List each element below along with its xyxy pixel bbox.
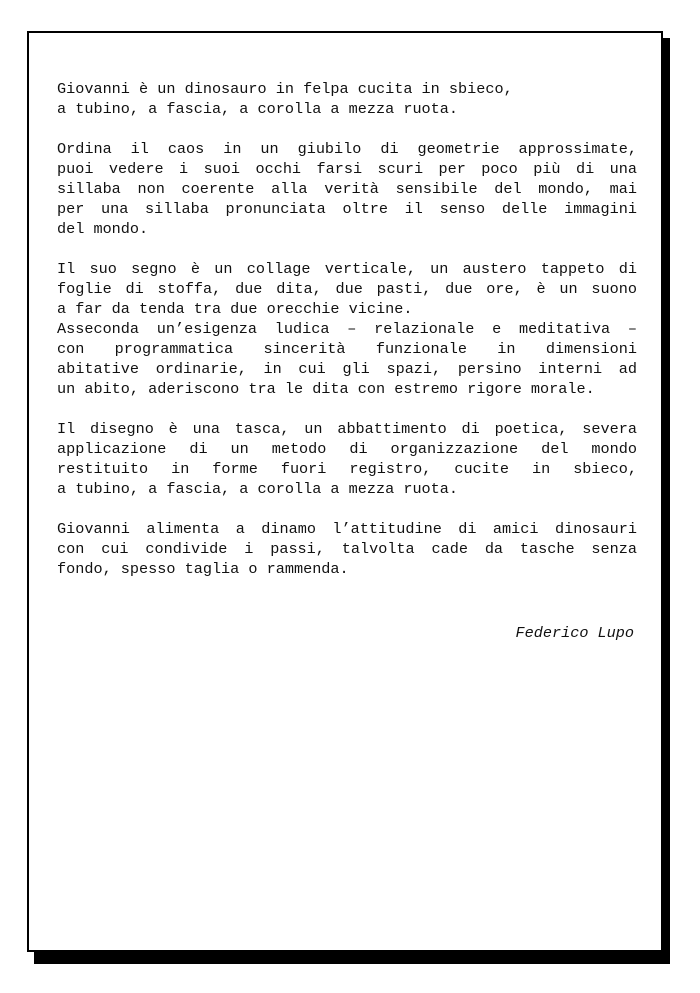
- text-line: Il suo segno è un collage verticale, un austero tappeto di: [57, 260, 637, 278]
- paragraph-1: [57, 79, 637, 119]
- text-line: puoi vedere i suoi occhi farsi scuri per poco più di una: [57, 160, 637, 178]
- document-body: [57, 79, 637, 599]
- text-line: a tubino, a fascia, a corolla a mezza ruota.: [57, 480, 459, 498]
- text-line: Giovanni è un dinosauro in felpa cucita in sbieco,: [57, 80, 513, 98]
- text-line: un abito, aderiscono tra le dita con estremo rigore morale.: [57, 380, 595, 398]
- text-line: del mondo.: [57, 220, 149, 238]
- text-line: con programmatica sincerità funzionale in dimensioni: [57, 340, 637, 358]
- document-page: [27, 31, 663, 952]
- text-line: applicazione di un metodo di organizzazione del mondo: [57, 440, 637, 458]
- paragraph-3: [57, 259, 637, 319]
- text-line: Il disegno è una tasca, un abbattimento di poetica, severa: [57, 420, 637, 438]
- text-line: con cui condivide i passi, talvolta cade da tasche senza: [57, 540, 637, 558]
- text-line: abitative ordinarie, in cui gli spazi, persino interni ad: [57, 360, 637, 378]
- paragraph-5: [57, 419, 637, 499]
- paragraph-2: [57, 139, 637, 239]
- text-line: foglie di stoffa, due dita, due pasti, due ore, è un suono: [57, 280, 637, 298]
- author-signature: Federico Lupo: [515, 624, 634, 642]
- text-line: Ordina il caos in un giubilo di geometrie approssimate,: [57, 140, 637, 158]
- text-line: sillaba non coerente alla verità sensibile del mondo, mai: [57, 180, 637, 198]
- paragraph-6: [57, 519, 637, 579]
- text-line: Giovanni alimenta a dinamo l’attitudine di amici dinosauri: [57, 520, 637, 538]
- text-line: restituito in forme fuori registro, cucite in sbieco,: [57, 460, 637, 478]
- text-line: per una sillaba pronunciata oltre il senso delle immagini: [57, 200, 637, 218]
- text-line: Asseconda un’esigenza ludica – relazionale e meditativa –: [57, 320, 637, 338]
- text-line: a far da tenda tra due orecchie vicine.: [57, 300, 413, 318]
- text-line: fondo, spesso taglia o rammenda.: [57, 560, 349, 578]
- paragraph-4: [57, 319, 637, 399]
- text-line: a tubino, a fascia, a corolla a mezza ruota.: [57, 100, 459, 118]
